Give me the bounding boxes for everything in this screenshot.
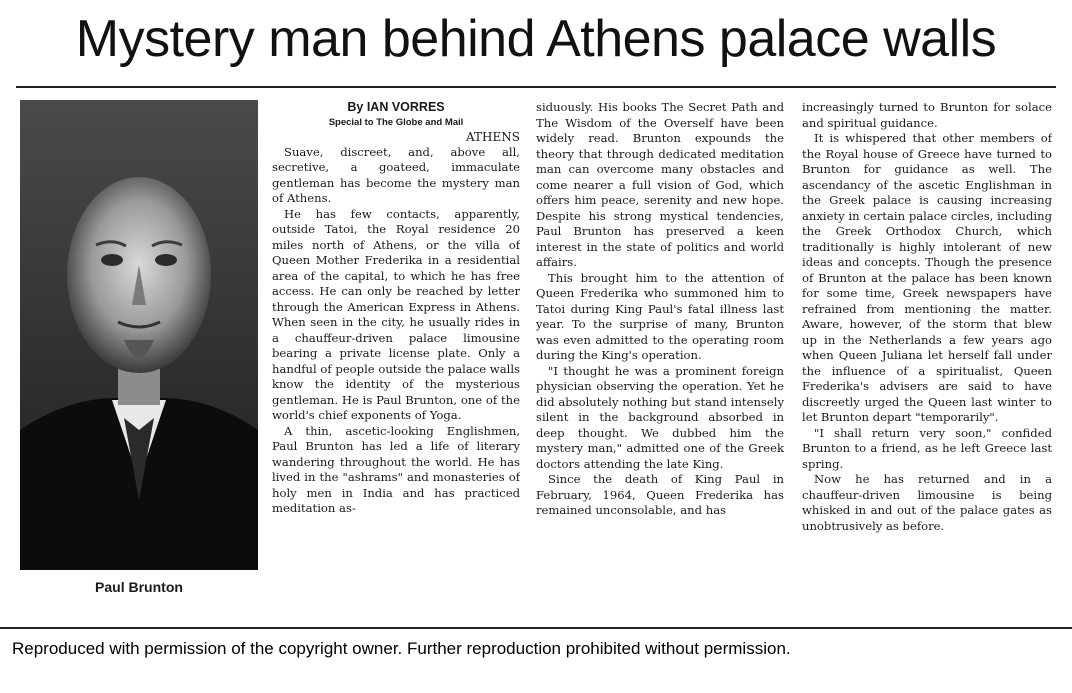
footer-rule: [0, 627, 1072, 629]
paragraph: "I thought he was a prominent foreign physician observing the operation. Yet he did absolutely nothing but stand intensely silent in the background absorbed in deep thought. We dubbed him the mystery man," admitted one of the Greek doctors attending the late King.: [536, 363, 784, 471]
byline: By IAN VORRES: [347, 100, 445, 114]
paragraph: It is whispered that other members of the Royal house of Greece have turned to Brunton for guidance as well. The ascendancy of the ascetic Englishman in the Greek palace is causing increasing anxiety in certain palace circles, including the Greek Orthodox Church, which traditionally is highly intolerant of new ideas and concepts. Though the presence of Brunton at the palace has been known for some time, Greek newspapers have refrained from mentioning the matter. Aware, however, of the storm that blew up in the Netherlands a few years ago when Queen Juliana let herself fall under the influence of a spiritualist, Queen Frederika's advisers are said to have discreetly urged the Queen last winter to let Brunton depart "temporarily".: [802, 131, 1052, 424]
paragraph: Since the death of King Paul in February, 1964, Queen Frederika has remained unconsolable, and has: [536, 472, 784, 517]
photo-caption: Paul Brunton: [95, 579, 183, 595]
portrait-image: [20, 100, 258, 570]
paragraph: Now he has returned and in a chauffeur-driven limousine is being whisked in and out of the palace gates as unobtrusively as before.: [802, 472, 1052, 533]
paragraph: increasingly turned to Brunton for solace and spiritual guidance.: [802, 100, 1052, 130]
headline: Mystery man behind Athens palace walls: [75, 10, 997, 68]
paragraph: siduously. His books The Secret Path and The Wisdom of the Overself have been widely read. Brunton expounds the theory that through dedicated meditation man can overcome many obstacles and come nearer a full vision of God, which offers him peace, serenity and new hope. Despite his strong mystical tendencies, Paul Brunton has preserved a keen interest in the state of politics and world affairs.: [536, 100, 784, 269]
paragraph: He has few contacts, apparently, outside Tatoi, the Royal residence 20 miles north of Athens, or the villa of Queen Mother Frederika in a residential area of the capital, to which he has free access. He can only be reached by letter through the American Express in Athens. When seen in the city, he usually rides in a chauffeur-driven palace limousine bearing a private license plate. Only a handful of people outside the palace walls know the identity of the mysterious gentleman. He is Paul Brunton, one of the world's chief exponents of Yoga.: [272, 206, 520, 422]
portrait-photo: [20, 100, 258, 570]
dateline: ATHENS: [466, 129, 520, 144]
article-column-2: [536, 100, 784, 600]
paragraph: This brought him to the attention of Queen Frederika who summoned him to Tatoi during King Paul's fatal illness last year. To the surprise of many, Brunton was even admitted to the operating room during the King's operation.: [536, 270, 784, 362]
article-column-1: [272, 100, 520, 600]
paragraph: A thin, ascetic-looking Englishmen, Paul Brunton has led a life of literary wandering throughout the world. He has lived in the "ashrams" and monasteries of holy men in India and has practiced meditation as-: [272, 423, 520, 515]
paragraph: Suave, discreet, and, above all, secretive, a goateed, immaculate gentleman has become the mystery man of Athens.: [272, 144, 520, 205]
copyright-notice: Reproduced with permission of the copyright owner. Further reproduction prohibited without permission.: [12, 639, 791, 658]
paragraph: "I shall return very soon," confided Brunton to a friend, as he left Greece last spring.: [802, 425, 1052, 471]
headline-rule: [16, 86, 1056, 88]
special-credit: Special to The Globe and Mail: [328, 116, 464, 128]
article-column-3: [802, 100, 1052, 600]
